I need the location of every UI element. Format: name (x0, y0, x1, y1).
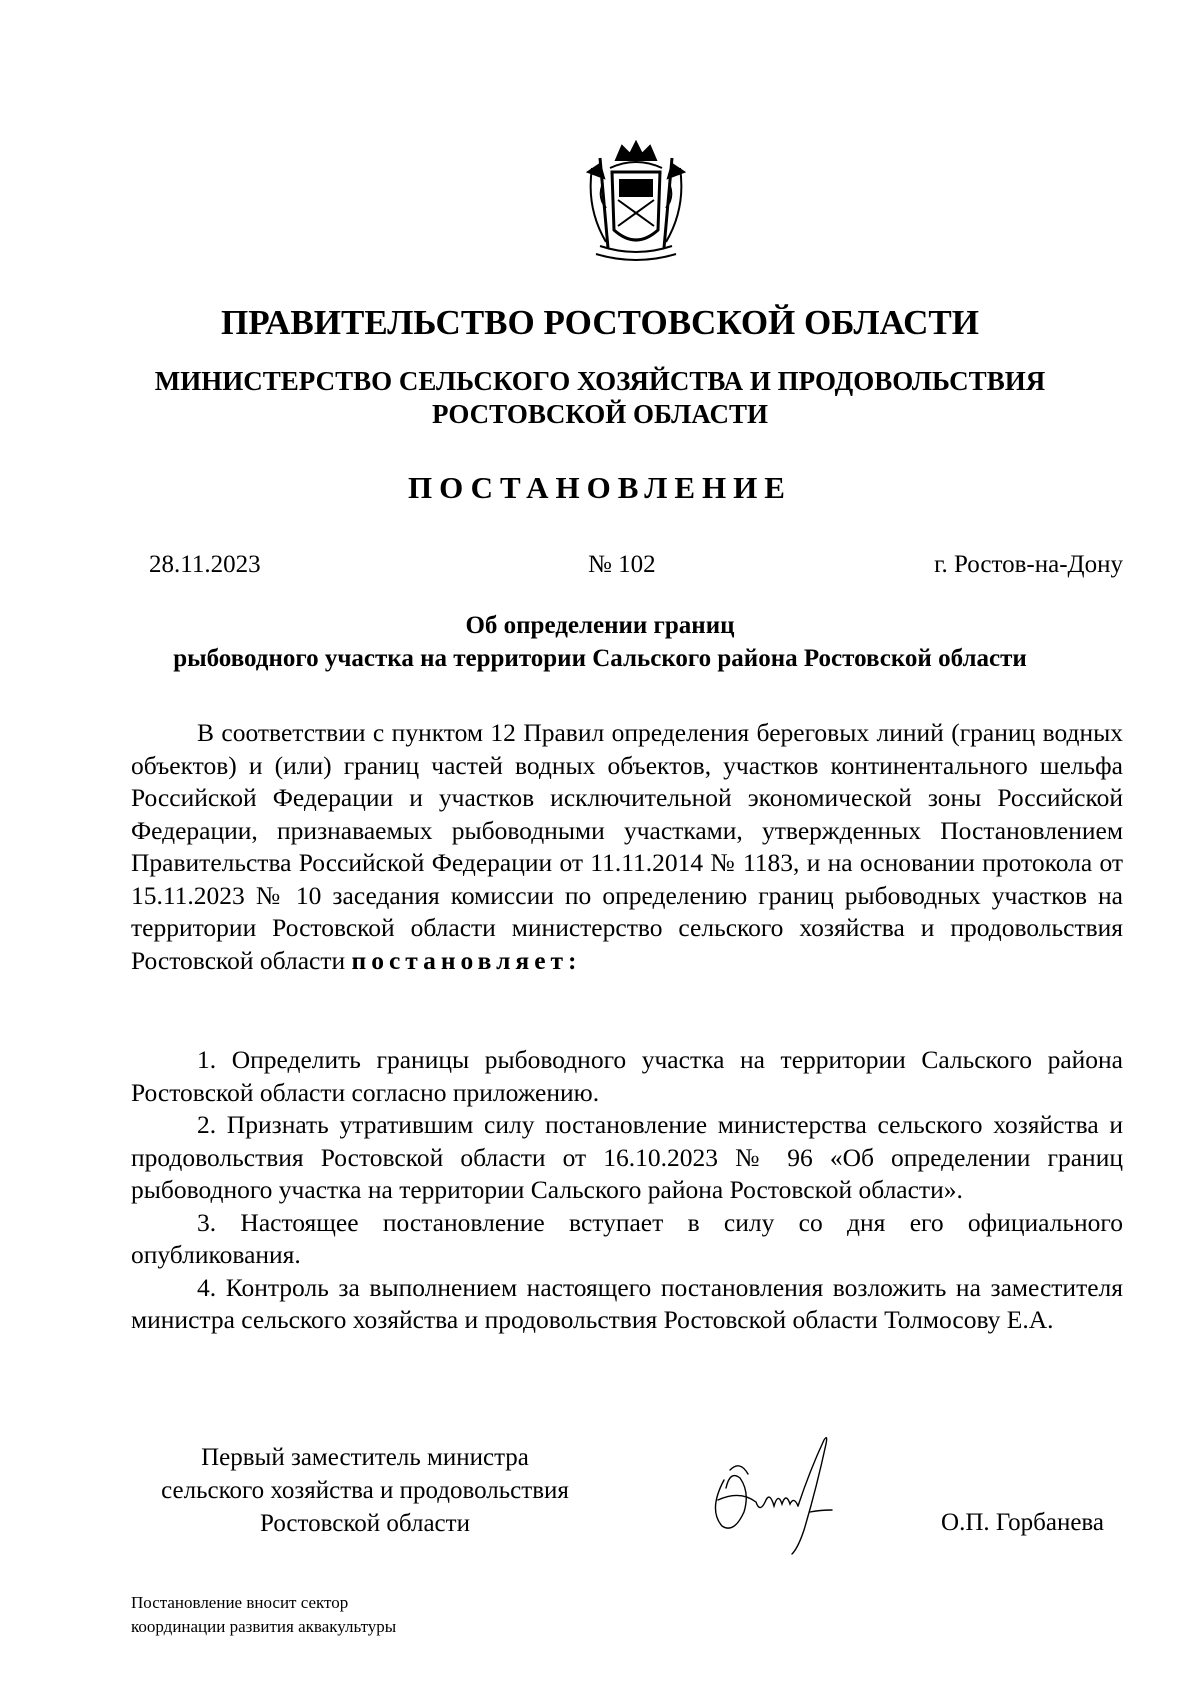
decree-item-4: 4. Контроль за выполнением настоящего постановления возложить на заместителя министра сельского хозяйства и продовольствия Ростовской области Толмосову Е.А. (131, 1272, 1123, 1334)
ministry-name-line2: РОСТОВСКОЙ ОБЛАСТИ (432, 399, 768, 429)
document-title-line2: рыбоводного участка на территории Сальского района Ростовской области (173, 645, 1027, 672)
signature-icon (700, 1430, 860, 1560)
coat-of-arms-icon (570, 138, 702, 268)
signer-position-line3: Ростовской области (260, 1510, 470, 1537)
government-name: ПРАВИТЕЛЬСТВО РОСТОВСКОЙ ОБЛАСТИ (221, 303, 979, 342)
preamble-text: В соответствии с пунктом 12 Правил определения береговых линий (границ водных объектов) и (или) границ частей водных объектов, участков континентального шельфа Российской Федерации и участков исключительной экономической зоны Российской Федерации, признаваемых рыбоводными участками, утвержденных Постановлением Правительства Российской Федерации от 11.11.2014 № 1183, и на основании протокола от 15.11.2023 № 10 заседания комиссии по определению границ рыбоводных участков на территории Ростовской области министерство сельского хозяйства и продовольствия Ростовской области (131, 718, 1123, 975)
decree-item-3: 3. Настоящее постановление вступает в силу со дня его официального опубликования. (131, 1207, 1123, 1269)
footer-note (131, 1591, 396, 1639)
document-city: г. Ростов-на-Дону (934, 551, 1123, 578)
footer-line2: координации развития аквакультуры (131, 1617, 397, 1636)
document-type: ПОСТАНОВЛЕНИЕ (408, 470, 792, 505)
signer-position-line1: Первый заместитель министра (201, 1444, 529, 1471)
signer-name: О.П. Горбанева (941, 1509, 1104, 1536)
decree-word: постановляет: (351, 945, 582, 975)
signer-position (125, 1441, 605, 1540)
document-number: № 102 (588, 551, 656, 578)
preamble-paragraph (131, 717, 1123, 977)
document-title (0, 609, 1200, 675)
ministry-name-line1: МИНИСТЕРСТВО СЕЛЬСКОГО ХОЗЯЙСТВА И ПРОДОВОЛЬСТВИЯ (154, 366, 1046, 396)
signer-position-line2: сельского хозяйства и продовольствия (161, 1477, 569, 1504)
decree-item-1: 1. Определить границы рыбоводного участка на территории Сальского района Ростовской области согласно приложению. (131, 1045, 1123, 1107)
decree-items (131, 1044, 1123, 1337)
document-date: 28.11.2023 (149, 551, 261, 578)
ministry-name (0, 365, 1200, 431)
decree-item-2: 2. Признать утратившим силу постановление министерства сельского хозяйства и продовольствия Ростовской области от 16.10.2023 № 96 «Об определении границ рыбоводного участка на территории Сальского района Ростовской области». (131, 1110, 1123, 1204)
footer-line1: Постановление вносит сектор (131, 1593, 349, 1612)
document-title-line1: Об определении границ (465, 612, 735, 639)
